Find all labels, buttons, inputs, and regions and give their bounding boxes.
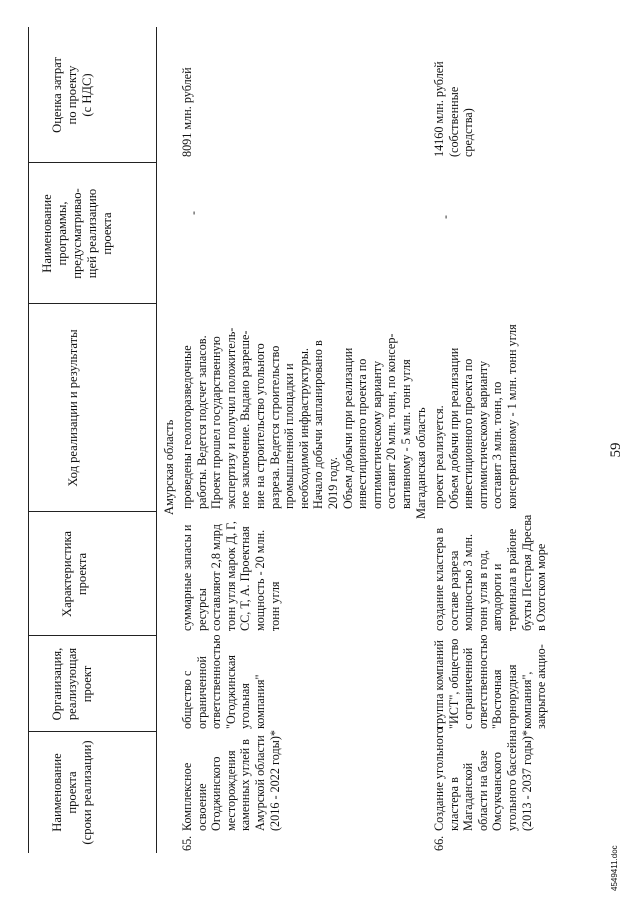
header-cost: Оценка затрат по проекту (с НДС): [50, 57, 94, 133]
row-65-cost: 8091 млн. рублей: [180, 67, 194, 157]
row-65-progress: проведены геологоразведочные работы. Ведется подсчет запасов. Проект прошел государственную экспертизу и получил положитель- ное заключение. Выдано разреше- ние на строительство угольного разреза. Ведется строительство промышленной площадки и необходимой инфраструктуры. Начало добычи запланировано в 2019 году. Объем добычи при реализации инвестиционного проекта по оптимистическому варианту составит 20 млн. тонн, по консер- вативному - 5 млн. тонн угля: [180, 327, 413, 509]
row-number-65: 65.: [180, 835, 194, 851]
table-top-rule: [28, 27, 29, 853]
header-characteristics: Характеристика проекта: [60, 531, 89, 618]
file-name: 4549411.doc: [610, 845, 619, 891]
row-66-program: -: [438, 215, 452, 219]
header-progress: Ход реализации и результаты: [66, 329, 80, 487]
page-number: 59: [608, 442, 624, 458]
header-program: Наименование программы, предусматривао- щей реализацию проекта: [40, 188, 114, 279]
region-heading-magadan: Магаданская область: [414, 407, 428, 519]
row-65-characteristics: суммарные запасы и ресурсы составляют 2,8 млрд тонн угля марок Д, Г, СС, Т, А. Проектная мощность - 20 млн. тонн угля: [180, 521, 282, 631]
row-65-program: -: [186, 211, 200, 215]
col-divider-3: [28, 511, 156, 512]
header-organization: Организация, реализующая проект: [50, 647, 94, 721]
row-66-progress: проект реализуется. Объем добычи при реализации инвестиционного проекта по оптимистическому варианту составит 3 млн. тонн, по консервативному - 1 млн. тонн угля: [432, 324, 519, 509]
row-number-66: 66.: [432, 835, 446, 851]
row-66-name: Создание угольного кластера в Магаданской области на базе Омсукчанского угольного бассейна (2013 - 2037 годы)*: [432, 727, 534, 831]
row-65-name: Комплексное освоение Огоджинского месторождения каменных углей в Амурской области (2016 - 2022 годы)*: [180, 730, 282, 831]
region-heading-amur: Амурская область: [162, 419, 176, 515]
row-65-organization: общество с ограниченной ответственностью "Огоджинская угольная компания": [180, 634, 267, 729]
row-66-characteristics: создание кластера в составе разреза мощностью 3 млн. тонн угля в год, автодороги и терминала в районе бухты Пестрая Дресва в Охотском море: [432, 514, 549, 631]
row-66-organization: группа компаний "ИСТ", общество с ограниченной ответственностью "Восточная горнорудная компания", закрытое акцио-: [432, 634, 549, 729]
row-66-cost: 14160 млн. рублей (собственные средства): [432, 61, 476, 157]
header-project-name: Наименование проекта (сроки реализации): [50, 740, 94, 845]
header-bottom-rule: [156, 27, 157, 853]
